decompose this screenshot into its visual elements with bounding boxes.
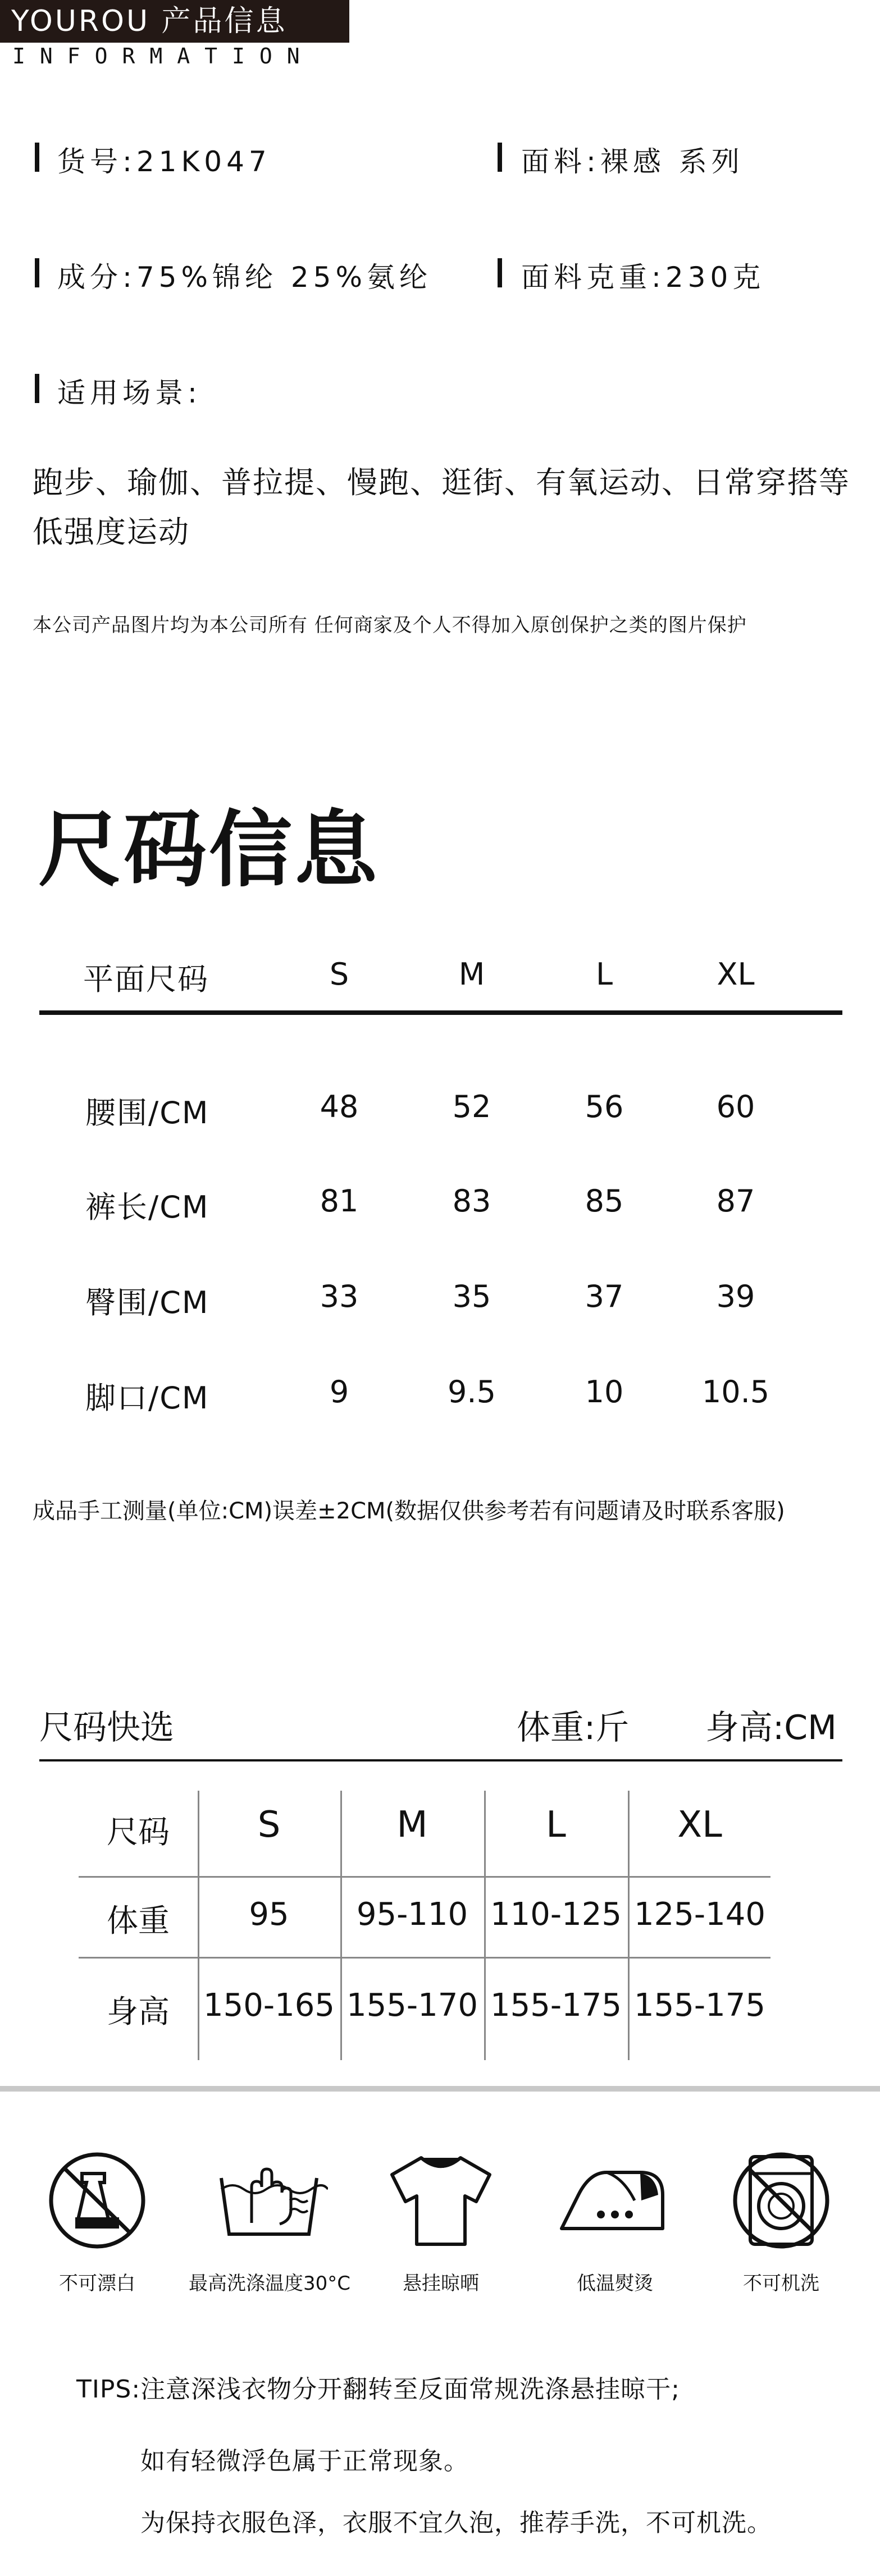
- row-label-waist: 腰围/CM: [85, 1095, 209, 1131]
- care-tip: 为保持衣服色泽，衣服不宜久泡，推荐手洗，不可机洗。: [140, 2509, 772, 2537]
- item-number: 货号:21K047: [57, 145, 271, 178]
- fabric: 面料:裸感 系列: [521, 145, 744, 178]
- quick-size-col-s: S: [257, 1804, 281, 1846]
- table-cell: 60: [716, 1089, 755, 1124]
- scene-text: 跑步、瑜伽、普拉提、慢跑、逛街、有氧运动、日常穿搭等低强度运动: [33, 465, 850, 550]
- size-info-title: 尺码信息: [38, 802, 380, 898]
- bullet-bar: [35, 374, 39, 403]
- table-cell: 10.5: [701, 1374, 770, 1410]
- row-label-length: 裤长/CM: [85, 1189, 209, 1225]
- table-cell: 155-175: [634, 1987, 765, 2024]
- table-cell: 155-175: [490, 1987, 622, 2024]
- table-cell: 155-170: [346, 1987, 478, 2024]
- bullet-bar: [35, 143, 39, 172]
- table-cell: 110-125: [490, 1896, 622, 1933]
- table-cell: 35: [452, 1279, 491, 1314]
- table-cell: 85: [585, 1183, 624, 1219]
- quick-size-title: 尺码快选: [39, 1708, 174, 1747]
- composition: 成分:75%锦纶 25%氨纶: [57, 261, 432, 294]
- hang-dry-icon: [382, 2144, 500, 2257]
- copyright-note: 本公司产品图片均为本公司所有 任何商家及个人不得加入原创保护之类的图片保护: [33, 614, 747, 637]
- brand-header: YOUROU 产品信息: [0, 0, 349, 43]
- quick-size-col-xl: XL: [677, 1804, 722, 1846]
- quick-row-label-weight: 体重: [107, 1903, 170, 1939]
- care-label: 不可漂白: [59, 2272, 135, 2295]
- quick-size-col-m: M: [396, 1804, 428, 1846]
- table-cell: 9.5: [448, 1374, 496, 1410]
- table-cell: 150-165: [203, 1987, 335, 2024]
- grid-line: [79, 1957, 770, 1959]
- row-label-hem: 脚口/CM: [85, 1380, 209, 1416]
- table-cell: 87: [716, 1183, 755, 1219]
- table-cell: 48: [320, 1089, 359, 1124]
- table-cell: 37: [585, 1279, 624, 1314]
- quick-row-label-height: 身高: [107, 1994, 170, 2030]
- measurement-note: 成品手工测量(单位:CM)误差±2CM(数据仅供参考若有问题请及时联系客服): [33, 1498, 785, 1524]
- size-col-s: S: [329, 957, 349, 992]
- table-cell: 95: [249, 1896, 289, 1933]
- care-label: 最高洗涤温度30°C: [188, 2272, 350, 2295]
- care-tip: 如有轻微浮色属于正常现象。: [140, 2447, 469, 2476]
- table-cell: 9: [329, 1374, 349, 1410]
- table-cell: 39: [716, 1279, 755, 1314]
- table-cell: 81: [320, 1183, 359, 1219]
- table-cell: 10: [585, 1374, 624, 1410]
- size-col-m: M: [458, 957, 485, 992]
- care-tip: TIPS:注意深浅衣物分开翻转至反面常规洗涤悬挂晾干;: [76, 2375, 680, 2404]
- row-label-hip: 臀围/CM: [85, 1285, 209, 1320]
- bullet-bar: [35, 258, 39, 287]
- bullet-bar: [498, 258, 502, 287]
- table-cell: 52: [452, 1089, 491, 1124]
- brand-subtitle: INFORMATION: [12, 44, 314, 68]
- care-label: 悬挂晾晒: [403, 2272, 479, 2295]
- grid-line: [79, 1876, 770, 1878]
- size-col-xl: XL: [717, 957, 755, 992]
- table-cell: 95-110: [356, 1896, 468, 1933]
- care-divider: [0, 2086, 880, 2092]
- table-cell: 56: [585, 1089, 624, 1124]
- care-label: 不可机洗: [743, 2272, 819, 2295]
- low-iron-icon: [556, 2144, 674, 2257]
- table-cell: 125-140: [634, 1896, 765, 1933]
- fabric-weight: 面料克重:230克: [521, 261, 765, 294]
- table-cell: 83: [452, 1183, 491, 1219]
- scene-label: 适用场景:: [57, 377, 202, 409]
- no-machine-wash-icon: [722, 2144, 840, 2257]
- table-cell: 33: [320, 1279, 359, 1314]
- quick-size-corner: 尺码: [107, 1814, 170, 1851]
- quick-size-col-l: L: [546, 1804, 566, 1846]
- quick-size-divider: [39, 1759, 842, 1761]
- size-header-label: 平面尺码: [83, 962, 209, 997]
- no-bleach-icon: [38, 2144, 156, 2257]
- height-unit: 身高:CM: [705, 1708, 837, 1747]
- weight-unit: 体重:斤: [517, 1708, 630, 1747]
- size-col-l: L: [595, 957, 613, 992]
- table-divider: [39, 1010, 842, 1015]
- bullet-bar: [498, 143, 502, 172]
- wash-temp-icon: [210, 2144, 328, 2257]
- care-label: 低温熨烫: [577, 2272, 653, 2295]
